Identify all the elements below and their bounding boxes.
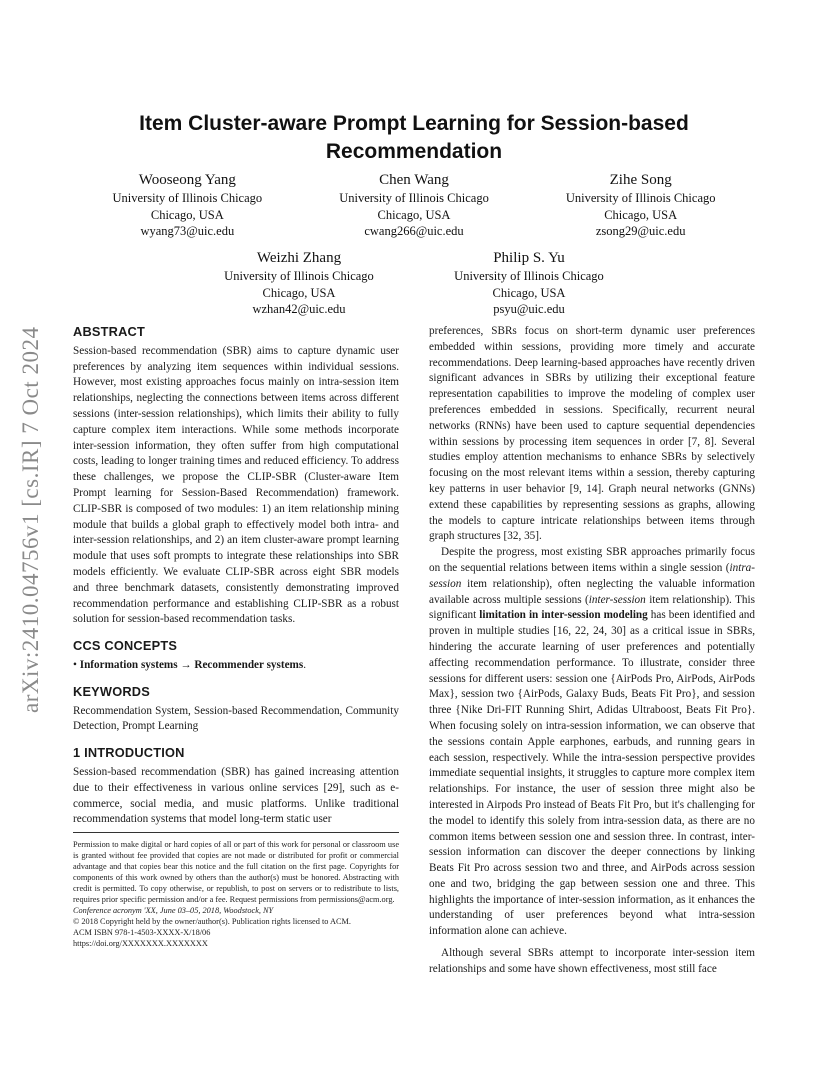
ccs-heading: CCS CONCEPTS [73, 638, 178, 654]
author-email: wzhan42@uic.edu [252, 302, 346, 316]
author-name: Philip S. Yu [493, 250, 565, 266]
abstract-heading: ABSTRACT [73, 324, 145, 339]
author-block [74, 170, 301, 240]
body-paragraph: preferences, SBRs focus on short-term dynamic user preferences embedded within sessions, providing more timely and accurate recommendations. Deep learning-based approaches have recently driven significant advances in SBRs by utilizing their exceptional feature representation capabilities to improve the modeling of complex user preferences embedded in sessions. Specifically, recurrent neural networks (RNNs) have been used to capture sequential dependencies within sessions by processing item sequences in order [7, 8]. Several studies employ attention mechanisms to enhance SBRs by selectively focusing on the most relevant items within a session, thereby capturing key patterns in user behavior [9, 14]. Graph neural networks (GNNs) extend these capabilities by representing sessions as graphs, allowing the models to capture intricate relationships between items through graph structures [32, 35]. [429, 325, 755, 543]
keywords-text: Recommendation System, Session-based Recommendation, Community Detection, Prompt Learning [73, 704, 399, 733]
author-affiliation: University of Illinois Chicago [339, 191, 489, 205]
author-name: Weizhi Zhang [256, 250, 342, 266]
ccs-bullet: • [73, 658, 80, 671]
italic-term: intra-session [429, 561, 755, 590]
author-location: Chicago, USA [262, 285, 336, 300]
ccs-concepts [73, 658, 399, 674]
author-email: wyang73@uic.edu [140, 224, 235, 238]
copyright-footnote [73, 832, 399, 949]
permission-notice: Permission to make digital or hard copies of all or part of this work for personal or classroom use is granted without fee provided that copies are not made or distributed for profit or commercial advantage and that copies bear this notice and the full citation on the first page. Copyrights for components of this work owned by others than the author(s) must be honored. Abstracting with credit is permitted. To copy otherwise, or republish, to post on servers or to redistribute to lists, requires prior specific permission and/or a fee. Request permissions from permissions@acm.org. [73, 840, 399, 904]
author-block [184, 248, 414, 318]
body-paragraph [429, 545, 755, 940]
author-name: Zihe Song [609, 172, 672, 188]
intro-paragraph: Session-based recommendation (SBR) has gained increasing attention due to their effectiveness in various online services [29], such as e-commerce, social media, and music platforms. Unlike traditional recommendation systems that model long-term static user [73, 765, 399, 826]
author-row-2 [184, 248, 644, 318]
abstract-text: Session-based recommendation (SBR) aims to capture dynamic user preferences by analyzing item sequences within individual sessions. However, most existing approaches focus mainly on intra-session item relationships, neglecting the connections between items across different sessions (inter-session relationships), which limits their ability to fully capture complex item interactions. While some methods incorporate inter-session information, they often suffer from high computational costs, leading to longer training times and reduced efficiency. To address these challenges, we propose the CLIP-SBR (Cluster-aware Item Prompt learning for Session-Based Recommendation) framework. CLIP-SBR is composed of two modules: 1) an item relationship mining module that builds a global graph to effectively model both intra- and inter-session relationships, and 2) an item cluster-aware prompt learning module that uses soft prompts to integrate these relationships into SBR models efficiently. We evaluate CLIP-SBR across eight SBR models and three benchmark datasets, consistently demonstrating improved recommendation performance and establishing CLIP-SBR as a robust solution for session-based recommendation tasks. [73, 344, 399, 626]
author-affiliation: University of Illinois Chicago [112, 191, 263, 205]
author-location: Chicago, USA [492, 285, 566, 300]
author-affiliation: University of Illinois Chicago [224, 269, 374, 283]
author-block [301, 170, 528, 240]
isbn-line: ACM ISBN 978-1-4503-XXXX-X/18/06 [73, 928, 211, 937]
keywords-heading: KEYWORDS [73, 683, 150, 699]
author-email: psyu@uic.edu [493, 302, 565, 316]
author-name: Chen Wang [379, 172, 449, 188]
ccs-end: . [303, 658, 307, 671]
arxiv-identifier: arXiv:2410.04756v1 [cs.IR] 7 Oct 2024 [18, 326, 43, 714]
introduction-heading: 1 INTRODUCTION [73, 745, 185, 761]
paper-title: Item Cluster-aware Prompt Learning for Session-based Recommendation [139, 112, 689, 163]
ccs-concept: Information systems → Recommender systems [79, 658, 304, 671]
conference-info: Conference acronym 'XX, June 03–05, 2018, Woodstock, NY [73, 906, 274, 915]
author-affiliation: University of Illinois Chicago [454, 269, 604, 283]
body-paragraph: Although several SBRs attempt to incorporate inter-session item relationships and some have shown effectiveness, most still face [429, 947, 755, 975]
text-run: item relationship). This significant [429, 593, 755, 622]
text-run: Despite the progress, most existing SBR approaches primarily focus on the sequential relations between items within a single session ( [429, 546, 755, 574]
text-run: item relationship), often neglecting the valuable information available across multiple sessions ( [429, 577, 755, 606]
copyright-line: © 2018 Copyright held by the owner/author(s). Publication rights licensed to ACM. [73, 917, 351, 926]
author-email: zsong29@uic.edu [595, 224, 686, 238]
author-name: Wooseong Yang [138, 172, 236, 188]
author-location: Chicago, USA [150, 207, 224, 222]
italic-term: inter-session [588, 593, 646, 606]
right-column [429, 324, 755, 978]
author-block [414, 248, 644, 318]
author-row-1 [74, 170, 754, 240]
bold-term: limitation in inter-session modeling [479, 609, 648, 622]
author-affiliation: University of Illinois Chicago [565, 191, 716, 205]
author-location: Chicago, USA [604, 207, 678, 222]
doi-link[interactable]: https://doi.org/XXXXXXX.XXXXXXX [73, 939, 208, 948]
author-email: cwang266@uic.edu [364, 224, 464, 238]
author-location: Chicago, USA [377, 207, 451, 222]
author-block [527, 170, 754, 240]
left-column [73, 324, 399, 828]
text-run: has been identified and proven in multiple studies [16, 22, 24, 30] as a critical issue in SBRs, hindering the accurate learning of user preferences and potentially affecting recommendation performance. To illustrate, consider three sessions for different users: session one {AirPods Pro, AirPods, AirPods Max}, session two {AirPods, Galaxy Buds, Beats Fit Pro}, and session three {Nike Dri-FIT Running Shirt, Adidas Ultraboost, Beats Fit Pro}. When focusing solely on intra-session information, we can observe that the sessions contain Apple earphones, earbuds, and running gears in each session, respectively. While the intra-session perspective provides immediate sequential insights, it struggles to capture more complex item relationships. For instance, the user of session three might also be interested in Airpods Pro instead of Beats Fit Pro, but it's challenging for the model to identify this solely from intra-session data, as there are no common items between session one and session three. In contrast, inter-session information can discover the deeper connections by linking Beats Fit Pro across session two and three, and AirPods across session one and two, bridging the gap between session one and three. This highlights the importance of inter-session information, as it enhances the understanding of user preferences beyond what intra-session information alone can achieve. [429, 609, 755, 938]
